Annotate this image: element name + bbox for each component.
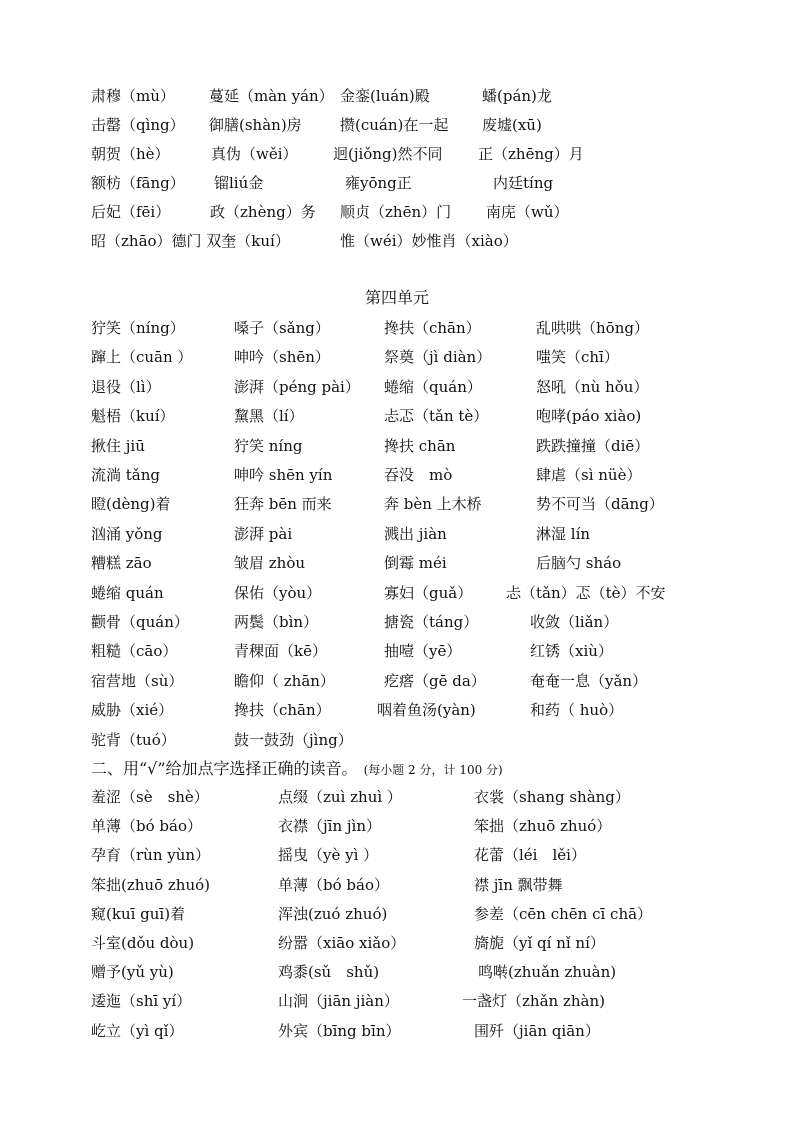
vocab-item: 怒吼（nù hǒu）: [536, 377, 649, 396]
vocab-item: 金銮(luán)殿: [340, 87, 430, 105]
vocab-item: 旖旎（yǐ qí nǐ ní）: [474, 934, 605, 952]
vocab-item: 真伪（wěi）: [211, 145, 298, 163]
vocab-item: 忐（tǎn）忑（tè）不安: [506, 583, 666, 602]
vocab-item: 赠予(yǔ yù): [91, 963, 174, 982]
vocab-item: 顺贞（zhēn）门: [340, 203, 452, 221]
vocab-row: [0, 492, 794, 516]
vocab-item: 溅出 jiàn: [384, 524, 447, 543]
unit-title: 第四单元: [364, 288, 429, 307]
vocab-item: 粗糙（cāo）: [91, 642, 178, 661]
vocab-item: 咽着鱼汤(yàn): [377, 701, 476, 720]
vocab-item: 御膳(shàn)房: [209, 116, 302, 134]
vocab-item: 搀扶（chān）: [384, 319, 481, 337]
exercise-score-note: (每小题 2 分，计 100 分): [363, 763, 503, 777]
vocab-item: 澎湃 pài: [234, 524, 293, 543]
vocab-item: 威胁（xié）: [91, 701, 174, 720]
vocab-item: 蜷缩（quán）: [384, 377, 482, 396]
vocab-item: 呻吟（shēn）: [234, 348, 330, 367]
vocab-item: 势不可当（dāng）: [536, 495, 664, 514]
vocab-item: 镏liú金: [214, 174, 264, 192]
vocab-item: 和药（ huò）: [530, 701, 624, 720]
vocab-item: 寡妇（guǎ）: [384, 583, 473, 602]
vocab-item: 驼背（tuó）: [91, 730, 176, 749]
vocab-row: [0, 785, 794, 809]
vocab-item: 单薄（bó báo）: [91, 817, 202, 836]
vocab-item: 退役（lì）: [91, 377, 161, 396]
vocab-row: [0, 698, 794, 722]
exercise-heading-text: 二、用“√”给加点字选择正确的读音。: [91, 759, 358, 778]
vocab-item: 嗓子（sǎng）: [234, 319, 330, 337]
vocab-item: 青稞面（kē）: [234, 642, 327, 661]
vocab-item: 瞪(dèng)着: [91, 495, 171, 514]
vocab-item: 蜷缩 quán: [91, 583, 164, 602]
vocab-item: 纷嚣（xiāo xiǎo）: [278, 934, 406, 952]
vocab-row: [0, 404, 794, 428]
vocab-item: 单薄（bó báo）: [278, 875, 389, 894]
vocab-item: 颧骨（quán）: [91, 613, 189, 631]
vocab-item: 红锈（xiù）: [530, 642, 613, 661]
vocab-item: 乱哄哄（hōng）: [536, 319, 649, 337]
vocab-item: 击罄（qìng）: [91, 116, 185, 134]
vocab-item: 抽噎（yē）: [384, 642, 462, 661]
vocab-row: [0, 142, 794, 166]
vocab-item: 保佑（yòu）: [234, 583, 322, 602]
vocab-item: 额枋（fāng）: [91, 174, 185, 192]
vocab-item: 咆哮(páo xiào): [536, 407, 642, 426]
vocab-row: [0, 581, 794, 605]
vocab-item: 内廷tíng: [493, 174, 554, 192]
vocab-item: 羞涩（sè shè）: [91, 788, 209, 806]
vocab-item: 鸡黍(sǔ shǔ): [278, 963, 380, 982]
vocab-item: 围歼（jiān qiān）: [474, 1021, 600, 1040]
vocab-item: 倒霉 méi: [384, 554, 447, 573]
vocab-item: 澎湃（péng pài）: [234, 377, 360, 396]
vocab-item: 昭（zhāo）德门 双奎（kuí）: [91, 232, 290, 250]
vocab-item: 祭奠（jì diàn）: [384, 348, 492, 367]
vocab-row: [0, 229, 794, 253]
vocab-item: 浑浊(zuó zhuó): [278, 904, 388, 923]
vocab-row: [0, 84, 794, 108]
vocab-item: 蟠(pán)龙: [482, 87, 552, 105]
vocab-item: 斗室(dǒu dòu): [91, 934, 195, 952]
vocab-item: 魁梧（kuí）: [91, 407, 175, 426]
vocab-item: 外宾（bīng bīn）: [278, 1021, 401, 1040]
vocab-item: 搪瓷（táng）: [384, 613, 479, 631]
vocab-item: 狞笑（níng）: [91, 319, 185, 337]
vocab-item: 衣裳（shang shàng）: [474, 788, 630, 806]
vocab-item: 呻吟 shēn yín: [234, 466, 333, 484]
vocab-item: 奄奄一息（yǎn）: [530, 671, 648, 690]
vocab-row: [0, 639, 794, 663]
vocab-item: 鸣啭(zhuǎn zhuàn): [478, 963, 617, 982]
vocab-item: 点缀（zuì zhuì ）: [278, 788, 402, 806]
vocab-row: [0, 551, 794, 575]
vocab-item: 花蕾（léi lěi）: [474, 846, 586, 865]
vocab-row: [0, 960, 794, 984]
vocab-item: 衣襟（jīn jìn）: [278, 817, 381, 836]
vocab-item: 正（zhēng）月: [478, 145, 584, 163]
vocab-item: 废墟(xū): [482, 116, 542, 134]
vocab-row: [0, 171, 794, 195]
vocab-item: 搀扶（chān）: [234, 701, 331, 720]
vocab-item: 黧黑（lí）: [234, 407, 304, 426]
vocab-row: [0, 931, 794, 955]
vocab-item: 奔 bèn 上木桥: [384, 495, 482, 514]
vocab-row: [0, 814, 794, 838]
vocab-item: 蹿上（cuān ）: [91, 348, 193, 367]
vocab-row: [0, 873, 794, 897]
vocab-item: 嗤笑（chī）: [536, 348, 619, 367]
vocab-item: 屹立（yì qǐ）: [91, 1021, 184, 1040]
vocab-item: 揪住 jiū: [91, 436, 145, 455]
vocab-item: 皱眉 zhòu: [234, 554, 306, 573]
vocab-item: 襟 jīn 飘带舞: [474, 875, 563, 894]
vocab-row: [0, 434, 794, 458]
vocab-item: 后妃（fēi）: [91, 203, 171, 221]
vocab-item: 政（zhèng）务: [210, 203, 316, 221]
vocab-item: 搀扶 chān: [384, 436, 456, 455]
vocab-item: 雍yōng正: [345, 174, 412, 192]
vocab-item: 惟（wéi）妙惟肖（xiào）: [340, 232, 518, 250]
vocab-item: 狂奔 bēn 而来: [234, 495, 332, 514]
vocab-item: 宿营地（sù）: [91, 671, 184, 690]
vocab-row: [0, 902, 794, 926]
vocab-item: 狞笑 níng: [234, 436, 303, 455]
exercise-heading: [91, 756, 503, 783]
vocab-item: 山涧（jiān jiàn）: [278, 992, 399, 1011]
vocab-item: 两鬓（bìn）: [234, 613, 319, 631]
vocab-item: 朝贺（hè）: [91, 145, 170, 163]
vocab-item: 摇曳（yè yì ）: [278, 846, 379, 865]
vocab-item: 参差（cēn chēn cī chā）: [474, 904, 653, 923]
vocab-row: [0, 113, 794, 137]
vocab-item: 吞没 mò: [384, 466, 453, 484]
vocab-item: 疙瘩（gē da）: [384, 671, 486, 690]
vocab-item: 逶迤（shī yí）: [91, 992, 192, 1011]
vocab-row: [0, 316, 794, 340]
vocab-item: 孕育（rùn yùn）: [91, 846, 211, 865]
vocab-item: 鼓一鼓劲（jìng）: [234, 730, 353, 749]
vocab-row: [0, 345, 794, 369]
vocab-row: [0, 989, 794, 1013]
vocab-item: 肆虐（sì nüè）: [536, 466, 642, 484]
vocab-item: 迥(jiǒng)然不同: [333, 145, 443, 163]
vocab-row: [0, 669, 794, 693]
vocab-row: [0, 200, 794, 224]
vocab-item: 流淌 tǎng: [91, 466, 161, 484]
vocab-item: 一盏灯（zhǎn zhàn): [462, 992, 605, 1011]
vocab-item: 窥(kuī guī)着: [91, 904, 186, 923]
vocab-item: 糟糕 zāo: [91, 554, 152, 573]
vocab-item: 淋湿 lín: [536, 524, 591, 543]
vocab-item: 蔓延（màn yán）: [209, 87, 334, 105]
vocab-item: 笨拙(zhuō zhuó): [91, 875, 210, 894]
vocab-item: 汹涌 yǒng: [91, 524, 163, 543]
vocab-row: [0, 522, 794, 546]
vocab-item: 肃穆（mù）: [91, 87, 175, 105]
vocab-row: [0, 375, 794, 399]
vocab-item: 笨拙（zhuō zhuó）: [474, 817, 612, 836]
vocab-item: 收敛（liǎn）: [530, 613, 619, 631]
vocab-item: 瞻仰（ zhān）: [234, 671, 335, 690]
vocab-item: 忐忑（tǎn tè）: [384, 407, 489, 426]
vocab-item: 跌跌撞撞（diē）: [536, 436, 650, 455]
vocab-row: [0, 728, 794, 752]
vocab-item: 南庑（wǔ）: [486, 203, 569, 221]
vocab-row: [0, 1019, 794, 1043]
vocab-item: 后脑勺 sháo: [536, 554, 622, 573]
vocab-row: [0, 463, 794, 487]
vocab-row: [0, 610, 794, 634]
vocab-item: 攒(cuán)在一起: [340, 116, 449, 134]
vocab-row: [0, 843, 794, 867]
